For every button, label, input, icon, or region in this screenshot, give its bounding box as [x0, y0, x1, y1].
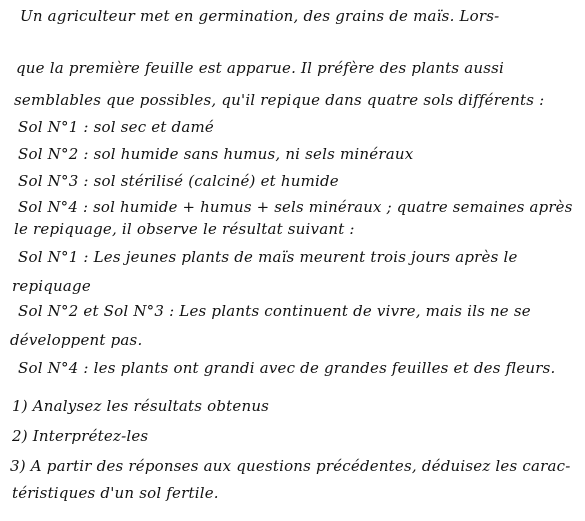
text-line-12: développent pas.: [10, 331, 143, 349]
text-line-5: Sol N°2 : sol humide sans humus, ni sels minéraux: [18, 145, 414, 163]
text-line-3: semblables que possibles, qu'il repique dans quatre sols différents :: [14, 91, 545, 109]
question-1: 1) Analysez les résultats obtenus: [12, 397, 270, 415]
text-line-7: Sol N°4 : sol humide + humus + sels minéraux ; quatre semaines après: [18, 198, 573, 216]
text-line-1: Un agriculteur met en germination, des grains de maïs. Lors-: [20, 7, 500, 25]
question-3-continued: téristiques d'un sol fertile.: [12, 484, 219, 502]
text-line-4: Sol N°1 : sol sec et damé: [18, 118, 214, 136]
text-line-2: que la première feuille est apparue. Il préfère des plants aussi: [16, 59, 505, 77]
question-2: 2) Interprétez-les: [12, 427, 149, 445]
text-line-13: Sol N°4 : les plants ont grandi avec de grandes feuilles et des fleurs.: [18, 359, 556, 377]
text-line-6: Sol N°3 : sol stérilisé (calciné) et humide: [18, 172, 339, 190]
text-line-10: repiquage: [12, 277, 91, 295]
text-line-11: Sol N°2 et Sol N°3 : Les plants continuent de vivre, mais ils ne se: [18, 302, 531, 320]
text-line-9: Sol N°1 : Les jeunes plants de maïs meurent trois jours après le: [18, 248, 518, 266]
question-3: 3) A partir des réponses aux questions précédentes, déduisez les carac-: [10, 457, 571, 475]
text-line-8: le repiquage, il observe le résultat suivant :: [14, 220, 355, 238]
